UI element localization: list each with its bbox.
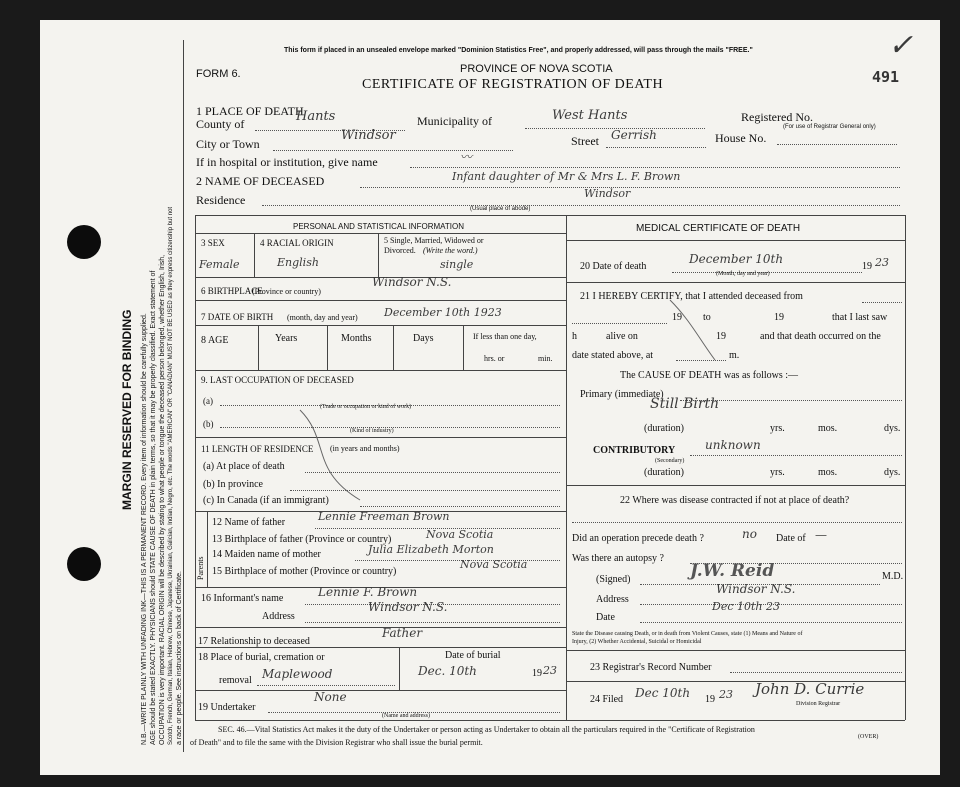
burial-year-prefix: 19	[532, 668, 542, 679]
disease-contracted-label: 22 Where was disease contracted if not at place of death?	[620, 495, 850, 506]
municipality-value: West Hants	[552, 108, 628, 123]
form-number: FORM 6.	[196, 68, 241, 80]
residence-note: (Usual place of abode)	[470, 206, 531, 212]
state-note: State the Disease causing Death, or in death from Violent Causes, state (1) Means and Nature of	[572, 631, 803, 637]
residence-canada: (c) In Canada (if an immigrant)	[203, 495, 329, 506]
months-label: Months	[341, 333, 372, 344]
certify-m: m.	[729, 350, 740, 361]
place-of-death-label: 1 PLACE OF DEATH	[196, 104, 304, 118]
primary-label: Primary (immediate)	[580, 389, 664, 400]
hrs-label: hrs. or	[484, 354, 505, 363]
dob-value: December 10th 1923	[384, 306, 502, 319]
margin-note: OCCUPATION is very important. RACIAL ORIGIN will be described by stating to what people or tongue the deceased person belonged, whether English, Irish,	[159, 254, 166, 745]
registered-note: (For use of Registrar General only)	[783, 124, 876, 130]
undertaker-value: None	[314, 690, 347, 704]
marital-value: single	[440, 258, 474, 271]
primary-dys: dys.	[884, 423, 901, 434]
mother-value: Julia Elizabeth Morton	[368, 543, 494, 556]
state-note-2: Injury, (2) Whether Accidental, Suicidal or Homicidal	[572, 639, 702, 645]
days-label: Days	[413, 333, 434, 344]
street-value: Gerrish	[611, 128, 657, 142]
filed-value: Dec 10th	[635, 686, 691, 700]
death-year-prefix: 19	[862, 261, 872, 272]
dob-note: (month, day and year)	[287, 313, 358, 322]
check-mark: ✓	[888, 28, 914, 63]
mother-birth-label: 15 Birthplace of mother (Province or country)	[212, 566, 397, 577]
contributory-value: unknown	[705, 438, 761, 452]
certify-line-1: 21 I HEREBY CERTIFY, that I attended deceased from	[580, 291, 803, 302]
province-heading: PROVINCE OF NOVA SCOTIA	[460, 63, 613, 75]
undertaker-label: 19 Undertaker	[198, 702, 256, 713]
age-label: 8 AGE	[201, 335, 229, 346]
birthplace-label: 6 BIRTHPLACE	[201, 286, 263, 296]
marital-note: (Write the word.)	[423, 246, 478, 255]
burial-date-value: Dec. 10th	[418, 664, 477, 678]
contributory-yrs: yrs.	[770, 467, 785, 478]
physician-signature: J.W. Reid	[690, 561, 775, 581]
mother-label: 14 Maiden name of mother	[212, 549, 321, 560]
right-section-title: MEDICAL CERTIFICATE OF DEATH	[636, 223, 801, 234]
autopsy-label: Was there an autopsy ?	[572, 553, 664, 564]
municipality-label: Municipality of	[417, 114, 492, 128]
operation-label: Did an operation precede death ?	[572, 533, 704, 544]
death-year-value: 23	[875, 256, 889, 269]
certify-alive-on: alive on	[606, 331, 638, 342]
stamp-number: 491	[872, 68, 900, 86]
burial-label: 18 Place of burial, cremation or	[198, 652, 325, 663]
md-label: M.D.	[882, 571, 904, 582]
occupation-a-label: (a)	[203, 396, 213, 406]
occupation-b-note: (Kind of industry)	[350, 428, 394, 434]
primary-duration-label: (duration)	[644, 423, 684, 434]
occupation-b-label: (b)	[203, 419, 214, 429]
dob-label: 7 DATE OF BIRTH	[201, 312, 274, 322]
date-of-death-label: 20 Date of death	[580, 261, 647, 272]
top-notice: This form if placed in an unsealed envelope marked "Dominion Statistics Free", and properly addressed, will pass through the mails "FREE."	[284, 47, 753, 54]
racial-label: 4 RACIAL ORIGIN	[260, 238, 334, 248]
marital-label: 5 Single, Married, Widowed or	[384, 236, 484, 245]
informant-address-label: Address	[262, 611, 295, 622]
mother-birth-value: Nova Scotia	[460, 558, 528, 571]
min-label: min.	[538, 354, 553, 363]
contributory-note: (Secondary)	[655, 458, 685, 464]
date-of-label: Date of	[776, 533, 806, 544]
hospital-label: If in hospital or institution, give name	[196, 155, 378, 169]
primary-mos: mos.	[818, 423, 838, 434]
county-value: Hants	[296, 109, 336, 124]
certify-19c: 19	[716, 331, 726, 342]
residence-province: (b) In province	[203, 479, 263, 490]
signature-date-label: Date	[596, 612, 615, 623]
cause-label: The CAUSE OF DEATH was as follows :—	[620, 370, 799, 381]
contributory-dys: dys.	[884, 467, 901, 478]
primary-yrs: yrs.	[770, 423, 785, 434]
birthplace-note: (Province or country)	[252, 287, 321, 296]
burial-value: Maplewood	[262, 667, 333, 681]
page-title: CERTIFICATE OF REGISTRATION OF DEATH	[362, 77, 664, 92]
residence-value: Windsor	[584, 187, 631, 200]
margin-note: N.B.—WRITE PLAINLY WITH UNFADING INK—THIS IS A PERMANENT RECORD. Every item of information should be carefully supplied.	[141, 313, 148, 745]
undertaker-note: (Name and address)	[382, 713, 430, 719]
burial-removal-label: removal	[219, 675, 252, 686]
primary-value: Still Birth	[650, 396, 720, 412]
footer-over: (OVER)	[858, 734, 879, 740]
signature-address-label: Address	[596, 594, 629, 605]
occupation-label: 9. LAST OCCUPATION OF DECEASED	[201, 375, 354, 385]
father-birth-label: 13 Birthplace of father (Province or country)	[212, 534, 392, 545]
contributory-duration-label: (duration)	[644, 467, 684, 478]
footer-sec-2: of Death" and to file the same with the Division Registrar who shall issue the burial permit.	[190, 738, 483, 747]
informant-value: Lennie F. Brown	[318, 585, 418, 599]
parents-label: Parents	[196, 556, 205, 580]
registrar-signature: John D. Currie	[755, 680, 865, 698]
city-value: Windsor	[341, 128, 396, 143]
contributory-label: CONTRIBUTORY	[593, 445, 676, 456]
residence-label: Residence	[196, 193, 246, 207]
certify-19a: 19	[672, 312, 682, 323]
filed-year-value: 23	[719, 688, 733, 701]
margin-note: AGE should be stated EXACTLY. PHYSICIANS should STATE CAUSE OF DEATH in plain terms, so that it may be properly classified. Exact statement of	[150, 270, 157, 745]
residence-length-label: 11 LENGTH OF RESIDENCE	[201, 444, 314, 454]
racial-value: English	[277, 256, 319, 269]
certify-occurred: and that death occurred on the	[760, 331, 881, 342]
operation-value: no	[742, 527, 757, 541]
street-label: Street	[571, 134, 599, 148]
margin-note: Scotch, French, German, Italian, Hebrew, Chinese, Japanese, Ukrainian, Galician, Indian, Negro, etc. The words "AMERICAN" OR "CANADIAN" MUST NOT BE USED as they express citizenship but not	[168, 206, 174, 745]
years-label: Years	[275, 333, 298, 344]
informant-label: 16 Informant's name	[201, 593, 284, 604]
signature-date-value: Dec 10th 23	[712, 600, 780, 613]
less-day-label: If less than one day,	[473, 332, 537, 341]
father-value: Lennie Freeman Brown	[318, 510, 450, 523]
division-note: Division Registrar	[796, 701, 841, 707]
footer-sec-1: SEC. 46.—Vital Statistics Act makes it the duty of the Undertaker or person acting as Undertaker to obtain all the particulars required in the "Certificate of Registration	[218, 725, 755, 734]
burial-year-value: 23	[543, 664, 557, 677]
registrar-record-label: 23 Registrar's Record Number	[590, 662, 712, 673]
signature-address-value: Windsor N.S.	[716, 582, 796, 596]
date-note: (Month, day and year)	[716, 271, 770, 277]
father-birth-value: Nova Scotia	[426, 528, 494, 541]
filed-year-prefix: 19	[705, 694, 715, 705]
name-value: Infant daughter of Mr & Mrs L. F. Brown	[452, 170, 681, 183]
occupation-a-note: (Trade or occupation or kind of work)	[320, 404, 412, 410]
sex-value: Female	[199, 258, 240, 271]
date-of-value: —	[815, 528, 827, 542]
margin-note: a race or people. See instructions on back of Certificate.	[176, 571, 183, 745]
relationship-label: 17 Relationship to deceased	[198, 636, 310, 647]
date-of-death-value: December 10th	[689, 252, 784, 266]
sex-label: 3 SEX	[201, 238, 225, 248]
signed-label: (Signed)	[596, 574, 631, 585]
registered-label: Registered No.	[741, 110, 813, 124]
certify-19b: 19	[774, 312, 784, 323]
certify-date-stated: date stated above, at	[572, 350, 654, 361]
certify-h: h	[572, 331, 577, 342]
father-label: 12 Name of father	[212, 517, 286, 528]
contributory-mos: mos.	[818, 467, 838, 478]
city-label: City or Town	[196, 137, 260, 151]
burial-date-label: Date of burial	[445, 650, 501, 661]
dash-mark: 〰	[460, 150, 473, 164]
relationship-value: Father	[382, 626, 423, 640]
county-label: County of	[196, 117, 245, 131]
filed-label: 24 Filed	[590, 694, 624, 705]
residence-length-note: (in years and months)	[330, 444, 400, 453]
certify-last-saw: that I last saw	[832, 312, 888, 323]
margin-title: MARGIN RESERVED FOR BINDING	[120, 309, 134, 510]
name-label: 2 NAME OF DECEASED	[196, 174, 325, 188]
marital-label-2: Divorced.	[384, 246, 416, 255]
birthplace-value: Windsor N.S.	[372, 275, 452, 289]
certify-to: to	[703, 312, 711, 323]
informant-address-value: Windsor N.S.	[368, 600, 448, 614]
house-label: House No.	[715, 131, 767, 145]
left-section-title: PERSONAL AND STATISTICAL INFORMATION	[293, 222, 464, 231]
residence-at-place: (a) At place of death	[203, 461, 285, 472]
